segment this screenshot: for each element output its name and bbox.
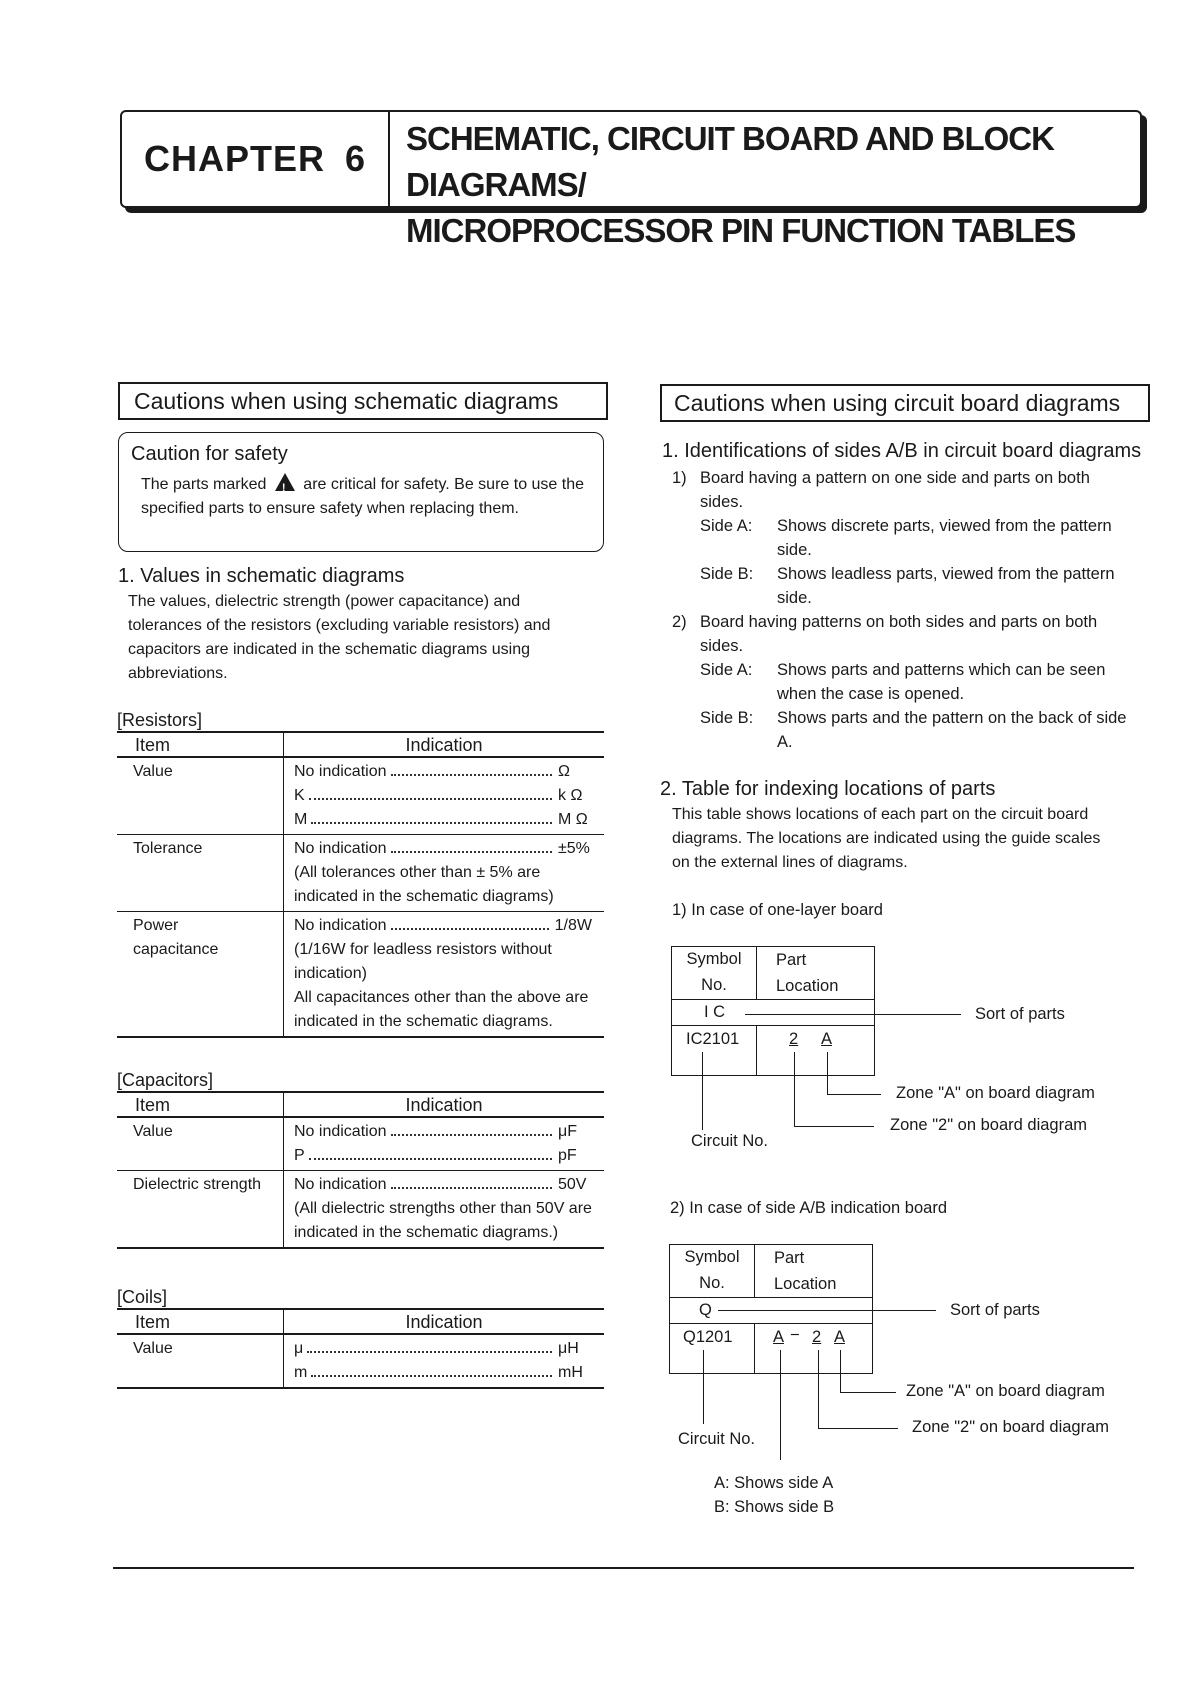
divider — [756, 1025, 757, 1075]
sort-of-parts-label: Sort of parts — [950, 1301, 1040, 1319]
part-header-1: Part — [774, 1249, 805, 1267]
indication-line: No indication 50V — [294, 1176, 587, 1193]
chapter-title — [406, 116, 1140, 254]
chapter-word: CHAPTER — [143, 138, 325, 179]
zone2-leader-line — [794, 1052, 795, 1126]
col-item: Item — [117, 1309, 284, 1334]
col-item: Item — [117, 1092, 284, 1117]
divider — [669, 1323, 872, 1324]
zone-2-label: Zone "2" on board diagram — [890, 1116, 1088, 1134]
indication-line: m mH — [294, 1364, 583, 1381]
zoneA-leader-line — [827, 1052, 828, 1094]
part-header-2: Location — [774, 1275, 837, 1293]
sort-leader-line — [718, 1310, 936, 1311]
row-label: Value — [117, 1334, 284, 1388]
zone-number: 2 — [789, 1030, 799, 1048]
col-indication: Indication — [284, 732, 605, 757]
table-row — [117, 1334, 604, 1388]
chapter-title-line1: SCHEMATIC, CIRCUIT BOARD AND BLOCK DIAGRAMS/ — [406, 120, 1054, 203]
chapter-title-line2: MICROPROCESSOR PIN FUNCTION TABLES — [406, 212, 1076, 249]
table-row — [117, 757, 604, 835]
side-b-note: B: Shows side B — [714, 1498, 835, 1516]
resistors-caption: [Resistors] — [117, 710, 203, 730]
capacitors-table — [117, 1069, 604, 1249]
caution-body-post: are critical for safety. Be sure to use the specified parts to ensure safety when replacing them. — [141, 476, 585, 517]
symbol-header-2: No. — [699, 1274, 725, 1292]
power-note-1: (1/16W for leadless resistors without indication) — [294, 941, 552, 982]
indication-line: No indication μF — [294, 1123, 577, 1140]
case1-text: Board having a pattern on one side and parts on both sides. — [700, 469, 1090, 511]
zone2-leader-line — [794, 1126, 874, 1127]
symbol-header-2: No. — [701, 976, 727, 994]
indication-line: M M Ω — [294, 811, 588, 828]
caution-title: Caution for safety — [131, 443, 288, 465]
zone-letter: A — [834, 1328, 846, 1346]
divider — [671, 999, 874, 1000]
symbol-header-1: Symbol — [686, 950, 742, 968]
zone-a-label: Zone "A" on board diagram — [906, 1382, 1105, 1400]
table-index-text: This table shows locations of each part on the circuit board diagrams. The locations are indicated using the guide scales on the external lines of diagrams. — [672, 806, 1101, 871]
sort-of-parts-label: Sort of parts — [975, 1005, 1065, 1023]
case1-sideB-text: Shows leadless parts, viewed from the pattern side. — [777, 565, 1115, 607]
chapter-number: 6 — [344, 138, 367, 179]
zone-number: 2 — [812, 1328, 822, 1346]
zone-2-label: Zone "2" on board diagram — [912, 1418, 1110, 1436]
indication-line: K k Ω — [294, 787, 583, 804]
coils-table — [117, 1286, 604, 1389]
side-a-note: A: Shows side A — [714, 1474, 834, 1492]
zoneA-leader-line — [840, 1350, 841, 1392]
tolerance-note: (All tolerances other than ± 5% are indicated in the schematic diagrams) — [294, 864, 554, 905]
chapter-header — [120, 110, 1142, 249]
indication-line: P pF — [294, 1147, 577, 1164]
circuit-no-label: Circuit No. — [678, 1430, 756, 1448]
diagram2-caption: 2) In case of side A/B indication board — [670, 1199, 948, 1217]
col-indication: Indication — [284, 1309, 605, 1334]
table-row — [117, 1117, 604, 1171]
divider — [754, 1323, 755, 1373]
side-letter: A — [773, 1328, 785, 1346]
circuit-no-label: Circuit No. — [691, 1132, 769, 1150]
caution-body-pre: The parts marked — [141, 476, 267, 493]
case1-number: 1) — [672, 469, 687, 487]
case2-sideB-label: Side B: — [700, 709, 754, 727]
dielectric-note: (All dielectric strengths other than 50V are indicated in the schematic diagrams.) — [294, 1200, 592, 1241]
case1-sideA-text: Shows discrete parts, viewed from the pattern side. — [777, 517, 1112, 559]
case2-sideB-text: Shows parts and the pattern on the back of side A. — [777, 709, 1127, 751]
symbol-header-1: Symbol — [684, 1248, 740, 1266]
schematic-cautions-heading: Cautions when using schematic diagrams — [118, 382, 608, 420]
part-header-2: Location — [776, 977, 839, 995]
symbol-value: IC2101 — [686, 1030, 740, 1048]
row-label: Value — [117, 1117, 284, 1171]
table-index-heading: 2. Table for indexing locations of parts — [660, 778, 996, 800]
circuit-leader-line — [703, 1350, 704, 1424]
zone2-leader-line — [818, 1428, 898, 1429]
case2-number: 2) — [672, 613, 687, 631]
zoneA-leader-line — [827, 1094, 881, 1095]
row-label: Dielectric strength — [117, 1171, 284, 1249]
case2-sideA-label: Side A: — [700, 661, 753, 679]
values-heading: 1. Values in schematic diagrams — [118, 565, 405, 587]
zone2-leader-line — [818, 1350, 819, 1428]
circuit-leader-line — [702, 1052, 703, 1130]
case1-sideA-label: Side A: — [700, 517, 753, 535]
indication-line: No indication 1/8W — [294, 917, 592, 934]
indication-line: μ μH — [294, 1340, 579, 1357]
caution-for-safety-box — [118, 432, 604, 552]
divider — [669, 1297, 872, 1298]
chapter-label — [122, 112, 390, 206]
zoneA-leader-line — [840, 1392, 896, 1393]
sort-leader-line — [745, 1014, 961, 1015]
warning-triangle-icon — [275, 473, 295, 491]
side-leader-line — [780, 1350, 781, 1460]
zone-letter: A — [821, 1030, 833, 1048]
divider — [754, 1244, 755, 1297]
row-label: Power capacitance — [117, 912, 284, 1038]
divider — [671, 1025, 874, 1026]
zone-a-label: Zone "A" on board diagram — [896, 1084, 1095, 1102]
case2-text: Board having patterns on both sides and parts on both sides. — [700, 613, 1098, 655]
sort-code: Q — [699, 1301, 712, 1319]
footer-divider — [113, 1567, 1134, 1569]
circuit-board-cautions-heading: Cautions when using circuit board diagrams — [660, 384, 1150, 422]
power-note-2: All capacitances other than the above are indicated in the schematic diagrams. — [294, 989, 589, 1030]
case2-sideA-text: Shows parts and patterns which can be seen when the case is opened. — [777, 661, 1106, 703]
table-row — [117, 835, 604, 912]
col-indication: Indication — [284, 1092, 605, 1117]
caution-body — [141, 473, 591, 521]
dash: − — [790, 1326, 800, 1344]
indication-line: No indication Ω — [294, 763, 570, 780]
row-label: Tolerance — [117, 835, 284, 912]
coils-caption: [Coils] — [117, 1287, 168, 1307]
capacitors-caption: [Capacitors] — [117, 1070, 214, 1090]
identifications-heading: 1. Identifications of sides A/B in circuit board diagrams — [662, 440, 1142, 462]
col-item: Item — [117, 732, 284, 757]
sort-code: I C — [704, 1003, 726, 1021]
resistors-table — [117, 709, 604, 1038]
case1-sideB-label: Side B: — [700, 565, 754, 583]
indication-line: No indication ±5% — [294, 840, 590, 857]
diagram1-caption: 1) In case of one-layer board — [672, 901, 883, 919]
values-text: The values, dielectric strength (power capacitance) and tolerances of the resistors (excluding variable resistors) and capacitors are indicated in the schematic diagrams using abbreviations. — [128, 593, 551, 682]
symbol-value: Q1201 — [683, 1328, 733, 1346]
part-header-1: Part — [776, 951, 807, 969]
divider — [756, 946, 757, 999]
table-row — [117, 912, 604, 1038]
row-label: Value — [117, 757, 284, 835]
table-row — [117, 1171, 604, 1249]
